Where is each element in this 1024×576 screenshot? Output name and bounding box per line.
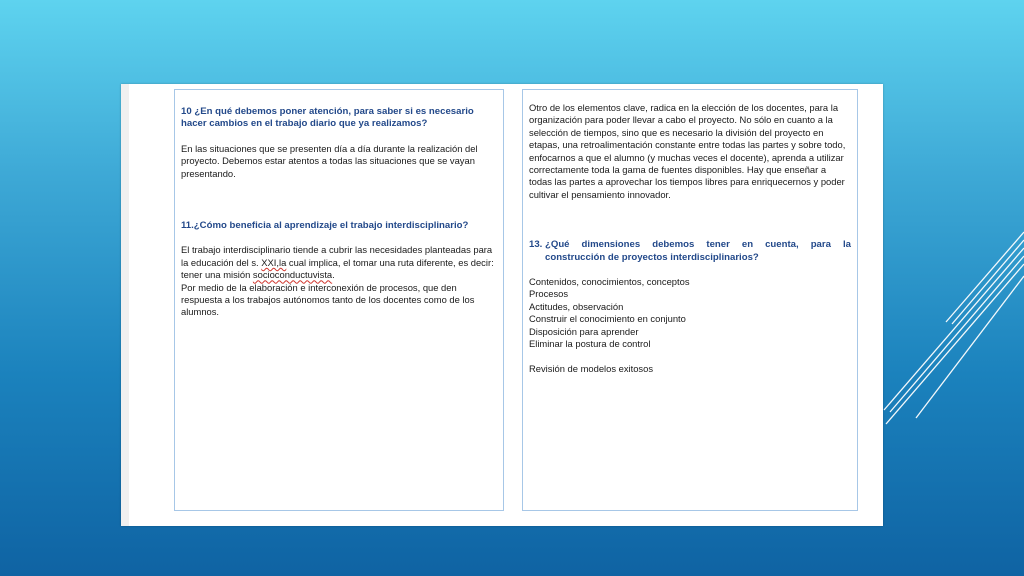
closing-line: Revisión de modelos exitosos xyxy=(529,362,654,374)
spellcheck-word: socioconductuvista xyxy=(252,269,333,281)
question-13-title xyxy=(529,239,851,264)
list-item: Construir el conocimiento en conjunto xyxy=(529,313,686,325)
list-item: Procesos xyxy=(529,288,569,300)
list-item: Disposición para aprender xyxy=(529,325,639,337)
list-item: Actitudes, observación xyxy=(529,300,624,312)
intro-paragraph: Otro de los elementos clave, radica en la elección de los docentes, para la organización para poder llevar a cabo el proyecto. No sólo en cuanto a la selección de tiempos, sino que es necesario la división del proyecto en etapas, una retroalimentación constante entre todas las partes y sobre todo, enfocarnos a que el alumno (y muchas veces el docente), aprenda a utilizar correctamente toda la gama de fuentes disponibles. Hay que enseñar a todas las partes a aprovechar los tiempos libres para enriquecernos y poder cultivar el pensamiento innovador. xyxy=(529,102,846,200)
question-11-title: 11.¿Cómo beneficia al aprendizaje el trabajo interdisciplinario? xyxy=(181,220,469,232)
document-screenshot xyxy=(121,84,883,526)
question-10-answer: En las situaciones que se presenten día a día durante la realización del proyecto. Debemos estar atentos a todas las situaciones que se vayan presentando. xyxy=(181,142,478,179)
question-13-number: 13. xyxy=(529,239,543,251)
dimensions-list xyxy=(529,276,851,350)
question-13-title-line-1: ¿Qué dimensiones debemos tener en cuenta, para la xyxy=(545,239,851,251)
answer-text: . xyxy=(332,269,335,281)
spellcheck-word: XXI,la xyxy=(261,256,287,268)
question-13-title-line-2: construcción de proyectos interdisciplinarios? xyxy=(545,251,759,263)
left-text-box xyxy=(174,89,504,511)
answer-text: cual implica, el tomar una ruta diferente, es decir: tener una misión xyxy=(181,256,494,281)
list-item: Eliminar la postura de control xyxy=(529,338,651,350)
list-item: Contenidos, conocimientos, conceptos xyxy=(529,276,690,288)
question-11-answer-paragraph-2: Por medio de la elaboración e interconexión de procesos, que den respuesta a los trabajos autónomos tanto de los docentes como de los alumnos. xyxy=(181,281,475,318)
question-11-answer-paragraph-1 xyxy=(181,244,497,281)
right-text-box xyxy=(522,89,858,511)
question-10-title: 10 ¿En qué debemos poner atención, para saber si es necesario hacer cambios en el trabajo diario que ya realizamos? xyxy=(181,106,474,130)
page-gutter xyxy=(121,84,129,526)
answer-text: El trabajo interdisciplinario tiende a cubrir las necesidades planteadas para la educación del s. xyxy=(181,244,493,268)
